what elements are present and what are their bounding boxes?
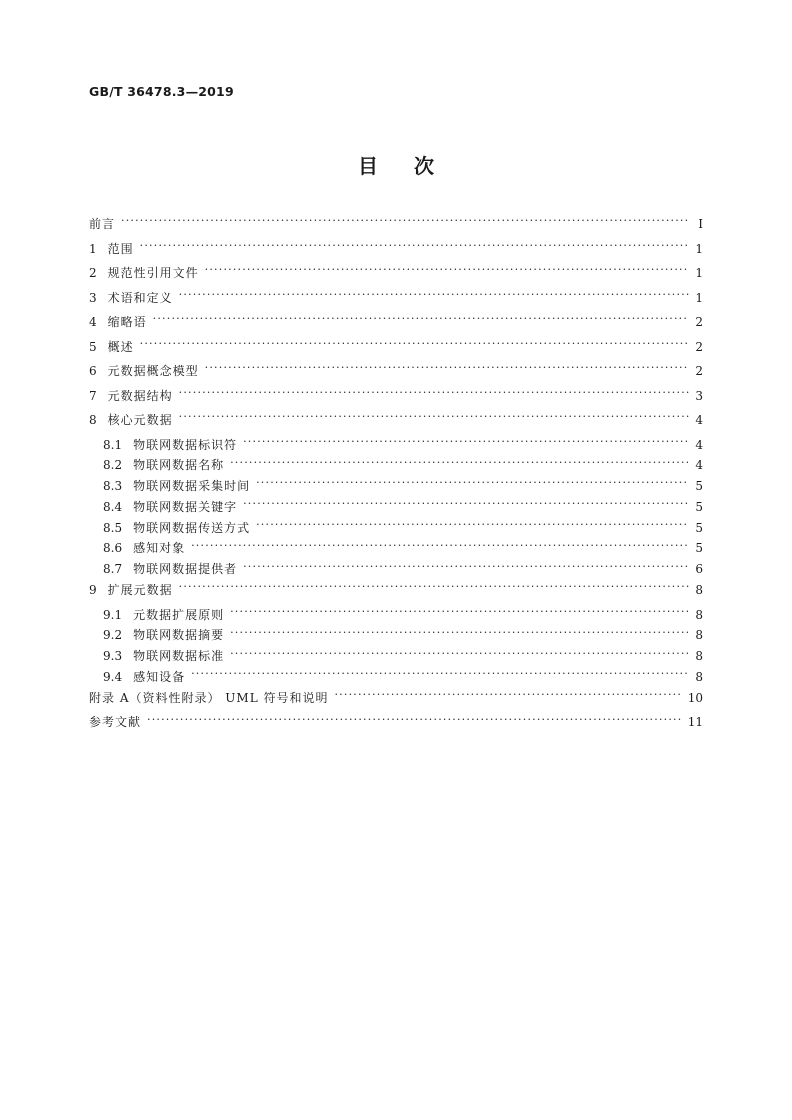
toc-entry-lead (89, 647, 224, 664)
toc-entry-lead (89, 264, 199, 281)
toc-entry-lead (89, 606, 224, 623)
dot-leader (230, 648, 689, 660)
toc-entry-number: 8.1 (103, 437, 123, 452)
toc-entry-number: 3 (89, 290, 97, 305)
toc-entry-title: 元数据概念模型 (107, 364, 199, 378)
toc-entry-page: 6 (695, 562, 703, 577)
toc-entry-page: 8 (695, 607, 703, 622)
toc-entry-lead (89, 387, 173, 404)
toc-entry-title: 物联网数据摘要 (133, 628, 225, 643)
toc-entry[interactable] (89, 713, 703, 738)
toc-entry-page: 4 (695, 437, 703, 452)
toc-entry[interactable] (89, 289, 703, 314)
toc-entry[interactable] (89, 240, 703, 265)
dot-leader (230, 607, 689, 619)
dot-leader (140, 339, 689, 351)
toc-entry-number: 8.6 (103, 541, 123, 556)
toc-entry-page: 8 (695, 649, 703, 664)
toc-entry-page: 1 (695, 290, 703, 305)
toc-entry-page: 2 (695, 364, 703, 378)
toc-entry-page: Ⅰ (698, 217, 703, 231)
toc-entry-lead (89, 215, 115, 232)
toc-entry-number: 5 (89, 339, 97, 354)
toc-entry-lead (89, 519, 250, 536)
toc-entry[interactable] (89, 539, 703, 560)
toc-entry-number: 9 (89, 583, 97, 598)
dot-leader (230, 627, 689, 639)
toc-entry[interactable] (89, 668, 703, 689)
toc-entry[interactable] (89, 387, 703, 412)
toc-entry-lead (89, 581, 173, 598)
toc-entry-page: 4 (695, 458, 703, 473)
toc-entry-title: 物联网数据提供者 (133, 562, 238, 577)
toc-entry-page: 5 (695, 541, 703, 556)
dot-leader (191, 669, 689, 681)
toc-entry-title: 范围 (107, 241, 134, 256)
toc-entry[interactable] (89, 411, 703, 436)
toc-entry[interactable] (89, 436, 703, 457)
toc-entry-title: 物联网数据标识符 (133, 437, 238, 452)
toc-entry-title: 物联网数据名称 (133, 458, 225, 473)
dot-leader (334, 690, 681, 702)
toc-entry[interactable] (89, 560, 703, 581)
toc-entry[interactable] (89, 498, 703, 519)
toc-entry-number: 9.3 (103, 649, 123, 664)
dot-leader (153, 314, 689, 326)
toc-entry[interactable] (89, 647, 703, 668)
dot-leader (179, 290, 689, 302)
toc-entry-page: 1 (695, 241, 703, 256)
toc-entry-page: 8 (695, 628, 703, 643)
toc-entry-title: 规范性引用文件 (107, 266, 199, 280)
toc-entry-page: 3 (695, 388, 703, 403)
toc-entry-page: 11 (687, 715, 703, 730)
dot-leader (121, 216, 689, 228)
toc-entry-title: 参考文献 (89, 715, 142, 730)
dot-leader (191, 540, 689, 552)
toc-entry-page: 1 (695, 266, 703, 280)
dot-leader (179, 388, 689, 400)
toc-entry-lead (89, 626, 224, 643)
dot-leader (256, 520, 689, 532)
dot-leader (243, 561, 689, 573)
toc-entry-number: 8.2 (103, 458, 123, 473)
toc-entry-number: 6 (89, 364, 97, 378)
toc-entry-lead (89, 713, 141, 730)
toc-entry-page: 8 (695, 669, 703, 684)
toc-entry-number: 9.4 (103, 669, 123, 684)
toc-entry-title: 物联网数据标准 (133, 649, 225, 664)
toc-entry-title: 物联网数据关键字 (133, 499, 238, 514)
toc-entry[interactable] (89, 519, 703, 540)
toc-entry-lead (89, 411, 173, 428)
toc-entry[interactable] (89, 456, 703, 477)
toc-entry-title: 术语和定义 (107, 290, 173, 305)
toc-entry[interactable] (89, 264, 703, 289)
toc-entry-title: 元数据扩展原则 (133, 607, 225, 622)
toc-entry-title: 物联网数据采集时间 (133, 479, 251, 494)
toc-entry-lead (89, 668, 185, 685)
toc-entry-lead (89, 240, 134, 257)
toc-entry-lead (89, 362, 199, 379)
toc-entry[interactable] (89, 313, 703, 338)
dot-leader (147, 714, 682, 726)
toc-entry-page: 5 (695, 499, 703, 514)
toc-entry-lead (89, 539, 185, 556)
toc-entry-lead (89, 560, 237, 577)
toc-entry[interactable] (89, 362, 703, 387)
toc-entry-lead (89, 456, 224, 473)
table-of-contents (89, 215, 703, 738)
toc-entry-number: 9.1 (103, 607, 123, 622)
toc-entry-number: 8.4 (103, 499, 123, 514)
toc-entry-number: 1 (89, 241, 97, 256)
dot-leader (179, 582, 689, 594)
toc-entry-lead (89, 436, 237, 453)
toc-entry-title: 前言 (89, 217, 116, 231)
toc-entry-number: 2 (89, 266, 97, 280)
toc-entry[interactable] (89, 606, 703, 627)
toc-entry-number: 9.2 (103, 628, 123, 643)
dot-leader (256, 478, 689, 490)
dot-leader (243, 499, 689, 511)
toc-entry-title: 元数据结构 (107, 388, 173, 403)
toc-entry-number: 4 (89, 315, 97, 329)
toc-entry-lead (89, 338, 134, 355)
toc-entry-number: 8 (89, 413, 97, 427)
toc-entry-title: 附录 A（资料性附录） UML 符号和说明 (89, 690, 329, 705)
toc-entry[interactable] (89, 477, 703, 498)
toc-entry-page: 8 (695, 583, 703, 598)
toc-entry-page: 2 (695, 339, 703, 354)
toc-entry[interactable] (89, 581, 703, 606)
toc-entry-lead (89, 477, 250, 494)
toc-entry-title: 物联网数据传送方式 (133, 520, 251, 535)
toc-entry[interactable] (89, 338, 703, 363)
toc-entry-title: 感知设备 (133, 669, 186, 684)
dot-leader (205, 265, 689, 277)
dot-leader (205, 363, 689, 375)
toc-entry-lead (89, 289, 173, 306)
toc-entry-page: 2 (695, 315, 703, 329)
toc-entry-page: 5 (695, 520, 703, 535)
toc-entry-title: 概述 (107, 339, 134, 354)
toc-entry-number: 8.5 (103, 520, 123, 535)
toc-entry-title: 感知对象 (133, 541, 186, 556)
toc-entry[interactable] (89, 626, 703, 647)
toc-entry-lead (89, 313, 147, 330)
dot-leader (140, 241, 689, 253)
toc-entry-title: 核心元数据 (107, 413, 173, 427)
toc-entry-number: 8.7 (103, 562, 123, 577)
toc-entry-lead (89, 498, 237, 515)
dot-leader (243, 437, 689, 449)
toc-entry-page: 10 (687, 690, 703, 705)
toc-entry-lead (89, 689, 328, 706)
toc-entry-title: 扩展元数据 (107, 583, 173, 598)
dot-leader (230, 457, 689, 469)
dot-leader (179, 412, 689, 424)
page-title: 目次 (358, 154, 470, 178)
toc-entry[interactable] (89, 689, 703, 714)
toc-entry-number: 7 (89, 388, 97, 403)
toc-entry-title: 缩略语 (107, 315, 147, 329)
toc-entry-number: 8.3 (103, 479, 123, 494)
toc-entry-page: 5 (695, 479, 703, 494)
standard-code: GB/T 36478.3—2019 (89, 84, 234, 99)
toc-entry[interactable] (89, 215, 703, 240)
toc-entry-page: 4 (695, 413, 703, 427)
